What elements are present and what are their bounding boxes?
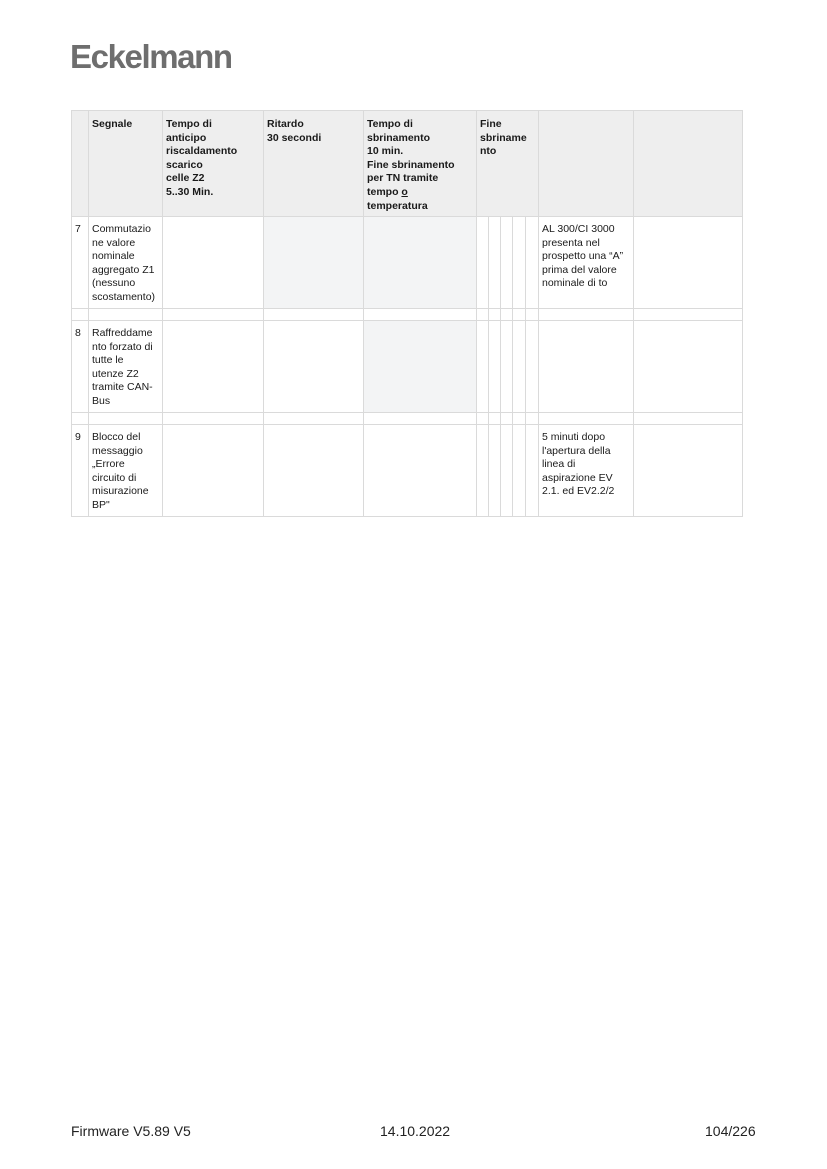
row-7-signal: Commutazio ne valore nominale aggregato Z1 (nessuno scostamento) [92,223,156,303]
row-8-number: 8 [75,327,81,339]
row-9-number: 9 [75,431,81,443]
eckelmann-logo: Eckelmann [70,38,232,75]
header-segnale: Segnale [92,118,133,130]
shaded-cell [263,216,363,308]
shaded-cell [363,216,476,308]
row-9-note: 5 minuti dopo l'apertura della linea di aspirazione EV 2.1. ed EV2.2/2 [542,431,615,498]
footer-page-number: 104/226 [705,1123,756,1139]
header-fine-sbrinamento: Fine sbriname nto [480,118,527,158]
header-tempo-sbrinamento-o: o [401,185,408,198]
row-9-signal: Blocco del messaggio „Errore circuito di misurazione BP" [92,431,149,511]
header-ritardo: Ritardo 30 secondi [267,118,322,144]
shaded-cell [363,320,476,412]
header-tempo-sbrinamento-end: temperatura [367,199,428,212]
header-tempo-anticipo: Tempo di anticipo riscaldamento scarico celle Z2 5..30 Min. [166,118,238,198]
footer-date: 14.10.2022 [380,1123,451,1139]
header-tempo-sbrinamento-main: Tempo di sbrinamento 10 min. Fine sbrinamento per TN tramite tempo [367,118,455,198]
row-8-signal: Raffreddame nto forzato di tutte le utenze Z2 tramite CAN- Bus [92,327,153,407]
row-7-number: 7 [75,223,81,235]
row-7-note: AL 300/CI 3000 presenta nel prospetto una “A” prima del valore nominale di to [542,223,624,290]
header-tempo-sbrinamento [367,118,455,213]
footer-firmware: Firmware V5.89 V5 [71,1123,191,1139]
